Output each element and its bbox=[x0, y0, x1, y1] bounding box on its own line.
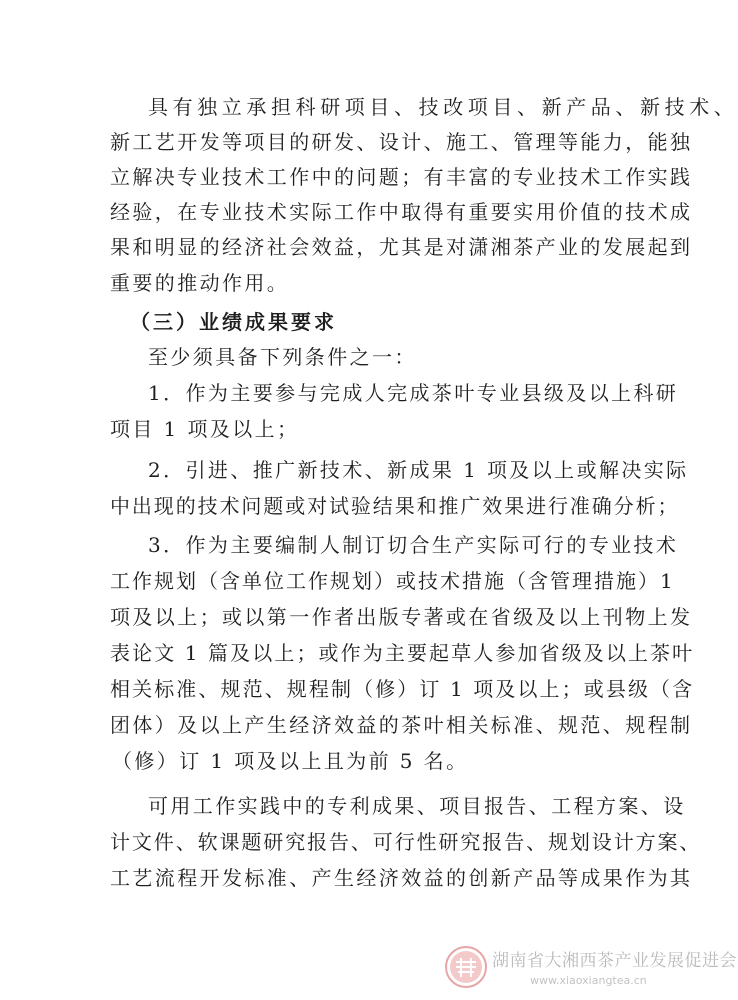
list-item-3-line-6: 团体）及以上产生经济效益的茶叶相关标准、规范、规程制 bbox=[110, 713, 693, 737]
section-heading: （三）业绩成果要求 bbox=[130, 310, 337, 334]
paragraph-line-3: 立解决专业技术工作中的问题；有丰富的专业技术工作实践 bbox=[110, 165, 693, 189]
list-item-3-line-3: 项及以上；或以第一作者出版专著或在省级及以上刊物上发 bbox=[110, 605, 693, 629]
list-item-1-line-1: 1．作为主要参与完成人完成茶叶专业县级及以上科研 bbox=[148, 381, 679, 405]
list-item-3-line-7: （修）订 1 项及以上且为前 5 名。 bbox=[112, 749, 469, 773]
list-item-3-line-2: 工作规划（含单位工作规划）或技术措施（含管理措施）1 bbox=[110, 569, 675, 593]
watermark bbox=[440, 942, 737, 998]
list-item-2-line-1: 2．引进、推广新技术、新成果 1 项及以上或解决实际 bbox=[148, 458, 689, 482]
list-item-2-line-2: 中出现的技术问题或对试验结果和推广效果进行准确分析； bbox=[110, 494, 680, 518]
list-item-3-line-1: 3．作为主要编制人制订切合生产实际可行的专业技术 bbox=[148, 533, 679, 557]
paragraph-final-line-2: 计文件、软课题研究报告、可行性研究报告、规划设计方案、 bbox=[110, 830, 702, 854]
seal-icon bbox=[444, 945, 488, 989]
list-item-3-line-4: 表论文 1 篇及以上；或作为主要起草人参加省级及以上茶叶 bbox=[110, 641, 695, 665]
list-item-1-line-2: 项目 1 项及以上； bbox=[110, 417, 300, 441]
paragraph-line-5: 果和明显的经济社会效益，尤其是对潇湘茶产业的发展起到 bbox=[110, 235, 693, 259]
paragraph-line-4: 经验，在专业技术实际工作中取得有重要实用价值的技术成 bbox=[110, 200, 693, 224]
list-item-3-line-5: 相关标准、规范、规程制（修）订 1 项及以上；或县级（含 bbox=[110, 677, 695, 701]
watermark-organization: 湖南省大湘西茶产业发展促进会 bbox=[492, 951, 737, 971]
paragraph-line-2: 新工艺开发等项目的研发、设计、施工、管理等能力，能独 bbox=[110, 130, 693, 154]
paragraph-line-1: 具有独立承担科研项目、技改项目、新产品、新技术、 bbox=[148, 95, 738, 119]
paragraph-line-8: 至少须具备下列条件之一： bbox=[148, 345, 417, 369]
paragraph-final-line-3: 工艺流程开发标准、产生经济效益的创新产品等成果作为其 bbox=[110, 866, 693, 890]
paragraph-line-6: 重要的推动作用。 bbox=[110, 271, 290, 295]
paragraph-final-line-1: 可用工作实践中的专利成果、项目报告、工程方案、设 bbox=[148, 794, 686, 818]
watermark-url: www.xiaoxiangtea.cn bbox=[530, 974, 647, 987]
